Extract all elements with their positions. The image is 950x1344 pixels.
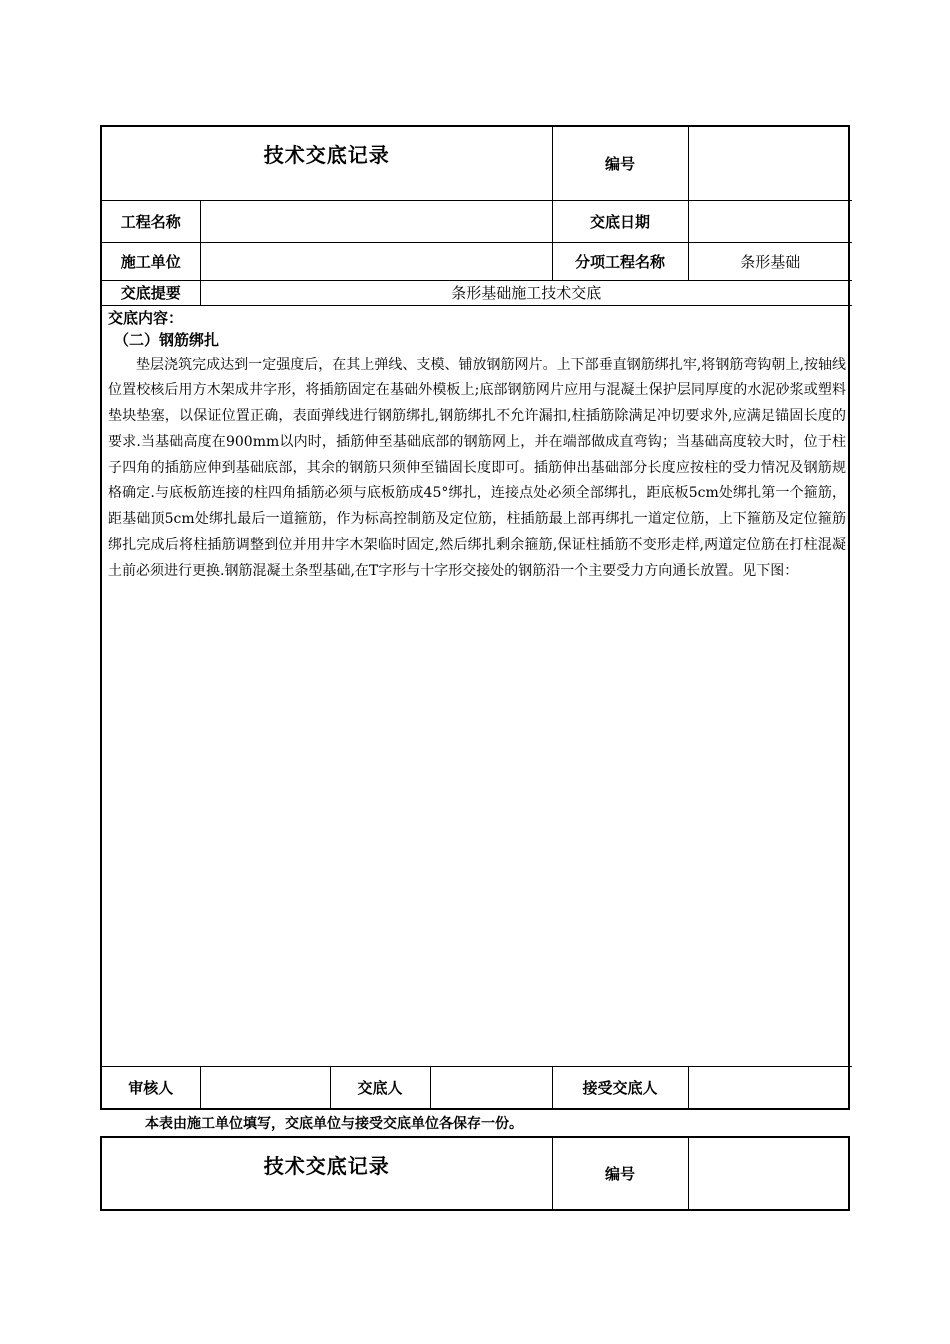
form-table bbox=[102, 127, 852, 1108]
reviewer-field[interactable] bbox=[200, 1066, 330, 1108]
receiver-label: 接受交底人 bbox=[552, 1066, 688, 1108]
content-label: 交底内容： bbox=[108, 308, 184, 327]
content-text: 垫层浇筑完成达到一定强度后，在其上弹线、支模、铺放钢筋网片。上下部垂直钢筋绑扎牢,将钢筋弯钩朝上,按轴线位置校核后用方木架成井字形，将插筋固定在基础外模板上;底部钢筋网片应用与混凝土保护层同厚度的水泥砂浆或塑料垫块垫塞，以保证位置正确，表面弹线进行钢筋绑扎,钢筋绑扎不允许漏扣,柱插筋除满足冲切要求外,应满足锚固长度的要求.当基础高度在900mm以内时，插筋伸至基础底部的钢筋网上，并在端部做成直弯钩；当基础高度较大时，位于柱子四角的插筋应伸到基础底部，其余的钢筋只须伸至锚固长度即可。插筋伸出基础部分长度应按柱的受力情况及钢筋规格确定.与底板筋连接的柱四角插筋必须与底板筋成45°绑扎，连接点处必须全部绑扎，距底板5cm处绑扎第一个箍筋，距基础顶5cm处绑扎最后一道箍筋，作为标高控制筋及定位筋，柱插筋最上部再绑扎一道定位筋，上下箍筋及定位箍筋绑扎完成后将柱插筋调整到位并用井字木架临时固定,然后绑扎剩余箍筋,保证柱插筋不变形走样,两道定位筋在打柱混凝土前必须进行更换.钢筋混凝土条型基础,在T字形与十字形交接处的钢筋沿一个主要受力方向通长放置。见下图： bbox=[108, 356, 846, 579]
unit-label: 施工单位 bbox=[102, 242, 200, 280]
discloser-label: 交底人 bbox=[330, 1066, 430, 1108]
reviewer-label: 审核人 bbox=[102, 1066, 200, 1108]
date-field[interactable] bbox=[688, 200, 852, 242]
unit-field[interactable] bbox=[200, 242, 552, 280]
summary-field[interactable]: 条形基础施工技术交底 bbox=[200, 280, 852, 305]
date-label: 交底日期 bbox=[552, 200, 688, 242]
project-name-field[interactable] bbox=[200, 200, 552, 242]
number-field-2[interactable] bbox=[688, 1138, 852, 1209]
sub-project-field[interactable]: 条形基础 bbox=[688, 242, 852, 280]
tech-disclosure-form bbox=[100, 125, 850, 1110]
number-field[interactable] bbox=[688, 127, 852, 200]
number-label: 编号 bbox=[552, 127, 688, 200]
form-title-2: 技术交底记录 bbox=[102, 1138, 552, 1209]
summary-label: 交底提要 bbox=[102, 280, 200, 305]
footnote: 本表由施工单位填写，交底单位与接受交底单位各保存一份。 bbox=[145, 1116, 523, 1132]
form-title: 技术交底记录 bbox=[102, 127, 552, 200]
section-title: （二）钢筋绑扎 bbox=[114, 330, 220, 349]
project-name-label: 工程名称 bbox=[102, 200, 200, 242]
form-table-2 bbox=[102, 1138, 852, 1209]
receiver-field[interactable] bbox=[688, 1066, 852, 1108]
content-cell bbox=[102, 305, 852, 1066]
sub-project-label: 分项工程名称 bbox=[552, 242, 688, 280]
number-label-2: 编号 bbox=[552, 1138, 688, 1209]
tech-disclosure-form-2 bbox=[100, 1136, 850, 1211]
discloser-field[interactable] bbox=[430, 1066, 552, 1108]
